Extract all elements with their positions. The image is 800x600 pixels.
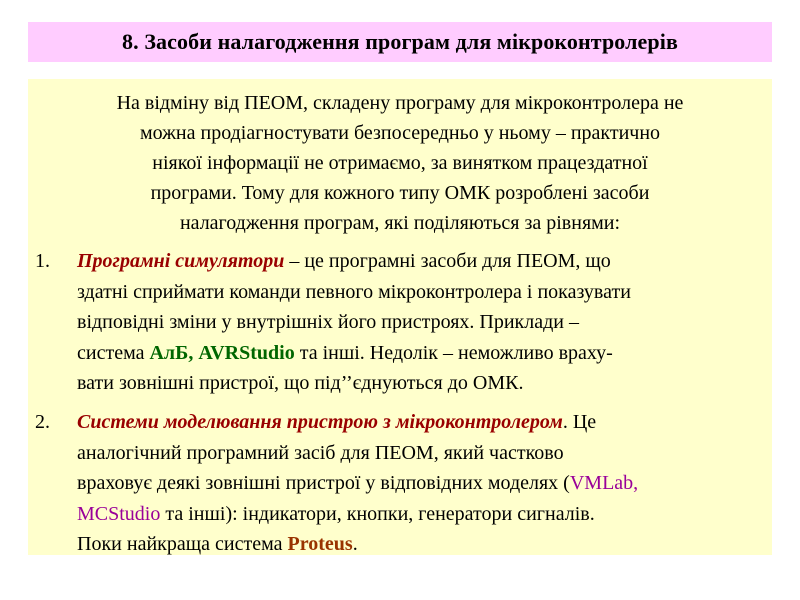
list-item-line [77, 468, 767, 499]
list-item-text: Поки найкраща система [77, 533, 288, 555]
list-item-line: вати зовнішні пристрої, що під’’єднуються до ОМК. [77, 372, 524, 394]
list-item-text: враховує деякі зовнішні пристрої у відповідних моделях ( [77, 472, 570, 494]
list-item-text: . [352, 533, 358, 555]
list-item-body [77, 246, 767, 399]
list-item-text: система [77, 341, 150, 364]
list-item-line: відповідні зміни у внутрішніх його пристроях. Приклади – [77, 311, 579, 333]
list-item-text: та інші): індикатори, кнопки, генератори сигналів. [160, 502, 595, 525]
list-item-line: здатні сприймати команди певного мікроконтролера і показувати [77, 280, 631, 303]
example-mcstudio: MCStudio [77, 502, 161, 525]
list-item-line [77, 529, 767, 560]
term-modeling-systems: Системи моделювання пристрою з мікроконтролером [77, 411, 563, 433]
list-item-body [77, 407, 767, 560]
list-item-line: аналогічний програмний засіб для ПЕОМ, який частково [77, 441, 564, 464]
intro-paragraph [28, 88, 772, 238]
example-alb-avrstudio: АлБ, AVRStudio [149, 341, 295, 364]
term-program-simulators: Програмні симулятори [77, 250, 285, 272]
intro-line: ніякої інформації не отримаємо, за винятком працездатної [152, 152, 648, 174]
intro-line: можна продіагностувати безпосередньо у ньому – практично [139, 122, 661, 144]
example-proteus: Proteus [287, 533, 353, 555]
intro-line: На відміну від ПЕОМ, складену програму для мікроконтролера не [116, 92, 684, 114]
list-item-line [77, 246, 767, 277]
slide-content [28, 79, 772, 555]
list-item-line [77, 499, 767, 530]
list-item-text: . Це [562, 411, 597, 433]
list-item-text: та інші. Недолік – неможливо враху- [294, 341, 613, 364]
intro-line: налагодження програм, які поділяються за рівнями: [179, 212, 621, 234]
intro-line: програми. Тому для кожного типу ОМК розроблені засоби [150, 182, 650, 204]
list-item-line [77, 338, 767, 369]
list-item-number: 1. [35, 250, 50, 272]
slide-title-bar [28, 22, 772, 62]
example-vmlab: VMLab, [569, 472, 639, 494]
slide-title: 8. Засоби налагодження програм для мікроконтролерів [122, 29, 678, 54]
list-item-line [77, 407, 767, 438]
list-item-text: – це програмні засоби для ПЕОМ, що [284, 250, 611, 272]
list-item-number: 2. [35, 411, 50, 433]
